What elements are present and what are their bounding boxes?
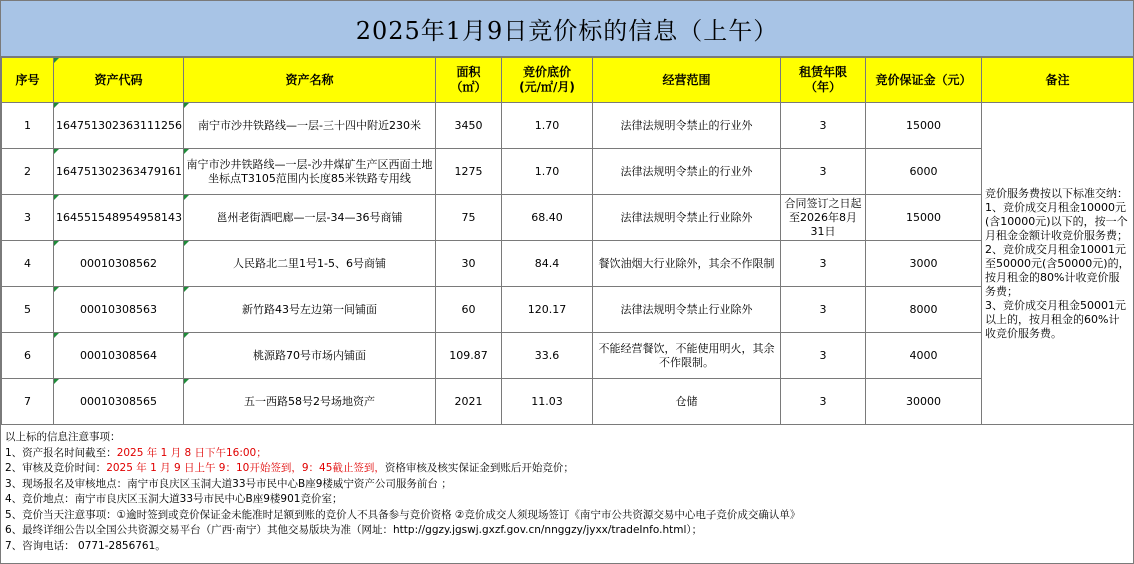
header-area-line2: （㎡） bbox=[450, 80, 487, 94]
cell-index: 7 bbox=[2, 379, 54, 425]
cell-price: 33.6 bbox=[502, 333, 593, 379]
cell-code: 164551548954958143 bbox=[54, 195, 184, 241]
cell-price: 1.70 bbox=[502, 103, 593, 149]
cell-term: 3 bbox=[781, 241, 866, 287]
cell-name: 人民路北二里1号1-5、6号商铺 bbox=[184, 241, 436, 287]
cell-deposit: 3000 bbox=[866, 241, 982, 287]
header-code: 资产代码 bbox=[54, 58, 184, 103]
table-row bbox=[2, 333, 1134, 379]
note-item-5: 5、竞价当天注意事项：①逾时签到或竞价保证金未能准时足额到账的竞价人不具备参与竞价资格 ②竞价成交人须现场签订《南宁市公共资源交易中心电子竞价成交确认单》 bbox=[5, 508, 801, 521]
cell-deposit: 15000 bbox=[866, 195, 982, 241]
cell-term: 合同签订之日起至2026年8月31日 bbox=[781, 195, 866, 241]
cell-price: 68.40 bbox=[502, 195, 593, 241]
header-price-line1: 竞价底价 bbox=[522, 65, 571, 79]
header-price bbox=[502, 58, 593, 103]
table-row bbox=[2, 379, 1134, 425]
cell-scope: 不能经营餐饮，不能使用明火，其余不作限制。 bbox=[593, 333, 781, 379]
table-row bbox=[2, 103, 1134, 149]
cell-deposit: 8000 bbox=[866, 287, 982, 333]
cell-deposit: 6000 bbox=[866, 149, 982, 195]
header-deposit: 竞价保证金（元） bbox=[866, 58, 982, 103]
table-row bbox=[2, 149, 1134, 195]
note-2-label: 2、审核及竞价时间： bbox=[5, 462, 107, 474]
note-item-6: 6、最终详细公告以全国公共资源交易平台（广西·南宁）其他交易版块为准（网址：http://ggzy.jgswj.gxzf.gov.cn/nnggzy/jyxx/tradeInfo.html）； bbox=[5, 524, 703, 536]
cell-price: 11.03 bbox=[502, 379, 593, 425]
cell-price: 120.17 bbox=[502, 287, 593, 333]
cell-code: 164751302363111256 bbox=[54, 103, 184, 149]
cell-code: 164751302363479161 bbox=[54, 149, 184, 195]
header-term-line1: 租赁年限 bbox=[798, 65, 847, 79]
cell-code: 00010308564 bbox=[54, 333, 184, 379]
cell-area: 75 bbox=[436, 195, 502, 241]
table-row bbox=[2, 287, 1134, 333]
cell-scope: 法律法规明令禁止的行业外 bbox=[593, 149, 781, 195]
header-remark: 备注 bbox=[982, 58, 1134, 103]
cell-name: 南宁市沙井铁路线—一层-沙井煤矿生产区西面土地坐标点T3105范围内长度85米铁路专用线 bbox=[184, 149, 436, 195]
cell-index: 4 bbox=[2, 241, 54, 287]
cell-name: 邕州老街酒吧廊—一层-34—36号商铺 bbox=[184, 195, 436, 241]
cell-price: 84.4 bbox=[502, 241, 593, 287]
header-term-line2: （年） bbox=[804, 80, 841, 94]
cell-code: 00010308563 bbox=[54, 287, 184, 333]
notes-heading: 以上标的信息注意事项： bbox=[5, 431, 121, 443]
cell-index: 5 bbox=[2, 287, 54, 333]
cell-term: 3 bbox=[781, 287, 866, 333]
header-scope: 经营范围 bbox=[593, 58, 781, 103]
note-item-3: 3、现场报名及审核地点：南宁市良庆区玉洞大道33号市民中心B座9楼威宁资产公司服务前台 ； bbox=[5, 477, 452, 490]
note-2-time: 2025 年 1 月 9 日上午 9：10开始签到，9：45截止签到， bbox=[106, 462, 385, 474]
cell-name: 新竹路43号左边第一间铺面 bbox=[184, 287, 436, 333]
cell-price: 1.70 bbox=[502, 149, 593, 195]
cell-scope: 法律法规明令禁止行业除外 bbox=[593, 195, 781, 241]
cell-code: 00010308562 bbox=[54, 241, 184, 287]
header-area-line1: 面积 bbox=[456, 65, 481, 79]
header-term bbox=[781, 58, 866, 103]
sheet-title: 2025年1月9日竞价标的信息（上午） bbox=[1, 1, 1133, 57]
note-2-detail: 资格审核及核实保证金到账后开始竞价； bbox=[384, 462, 574, 474]
cell-index: 2 bbox=[2, 149, 54, 195]
remark-text: 竞价服务费按以下标准交纳： 1、竞价成交月租金10000元(含10000元)以下的，按一个月租金金额计收竞价服务费； 2、竞价成交月租金10001元至50000元(含50000元)的，按月租金的80%计收竞价服务费； 3、竞价成交月租金50001元以上的，按月租金的60%计收竞价服务费。 bbox=[985, 186, 1130, 340]
cell-index: 3 bbox=[2, 195, 54, 241]
cell-term: 3 bbox=[781, 333, 866, 379]
cell-area: 3450 bbox=[436, 103, 502, 149]
cell-area: 60 bbox=[436, 287, 502, 333]
table-row bbox=[2, 195, 1134, 241]
cell-scope: 仓储 bbox=[593, 379, 781, 425]
cell-name: 桃源路70号市场内铺面 bbox=[184, 333, 436, 379]
cell-area: 2021 bbox=[436, 379, 502, 425]
note-item-7: 7、咨询电话： 0771-2856761。 bbox=[5, 539, 166, 552]
header-price-line2: (元/㎡/月) bbox=[519, 80, 575, 94]
bid-table bbox=[1, 57, 1134, 425]
cell-area: 109.87 bbox=[436, 333, 502, 379]
cell-area: 1275 bbox=[436, 149, 502, 195]
cell-index: 6 bbox=[2, 333, 54, 379]
cell-term: 3 bbox=[781, 149, 866, 195]
cell-code: 00010308565 bbox=[54, 379, 184, 425]
note-1-label: 1、资产报名时间截至： bbox=[5, 446, 117, 459]
cell-scope: 法律法规明令禁止行业除外 bbox=[593, 287, 781, 333]
cell-deposit: 30000 bbox=[866, 379, 982, 425]
cell-index: 1 bbox=[2, 103, 54, 149]
header-name: 资产名称 bbox=[184, 58, 436, 103]
note-item-1 bbox=[5, 446, 1129, 462]
cell-deposit: 4000 bbox=[866, 333, 982, 379]
cell-area: 30 bbox=[436, 241, 502, 287]
cell-scope: 法律法规明令禁止的行业外 bbox=[593, 103, 781, 149]
cell-term: 3 bbox=[781, 379, 866, 425]
cell-scope: 餐饮油烟大行业除外，其余不作限制 bbox=[593, 241, 781, 287]
table-row bbox=[2, 241, 1134, 287]
note-item-2 bbox=[5, 461, 1129, 477]
note-1-deadline: 2025 年 1 月 8 日下午16:00； bbox=[116, 446, 267, 459]
header-index: 序号 bbox=[2, 58, 54, 103]
cell-name: 五一西路58号2号场地资产 bbox=[184, 379, 436, 425]
notes-section bbox=[1, 425, 1133, 560]
cell-name: 南宁市沙井铁路线—一层-三十四中附近230米 bbox=[184, 103, 436, 149]
header-row bbox=[2, 58, 1134, 103]
cell-term: 3 bbox=[781, 103, 866, 149]
cell-deposit: 15000 bbox=[866, 103, 982, 149]
header-area bbox=[436, 58, 502, 103]
note-item-4: 4、竞价地点：南宁市良庆区玉洞大道33号市民中心B座9楼901竞价室； bbox=[5, 493, 343, 505]
remark-cell bbox=[982, 103, 1134, 425]
